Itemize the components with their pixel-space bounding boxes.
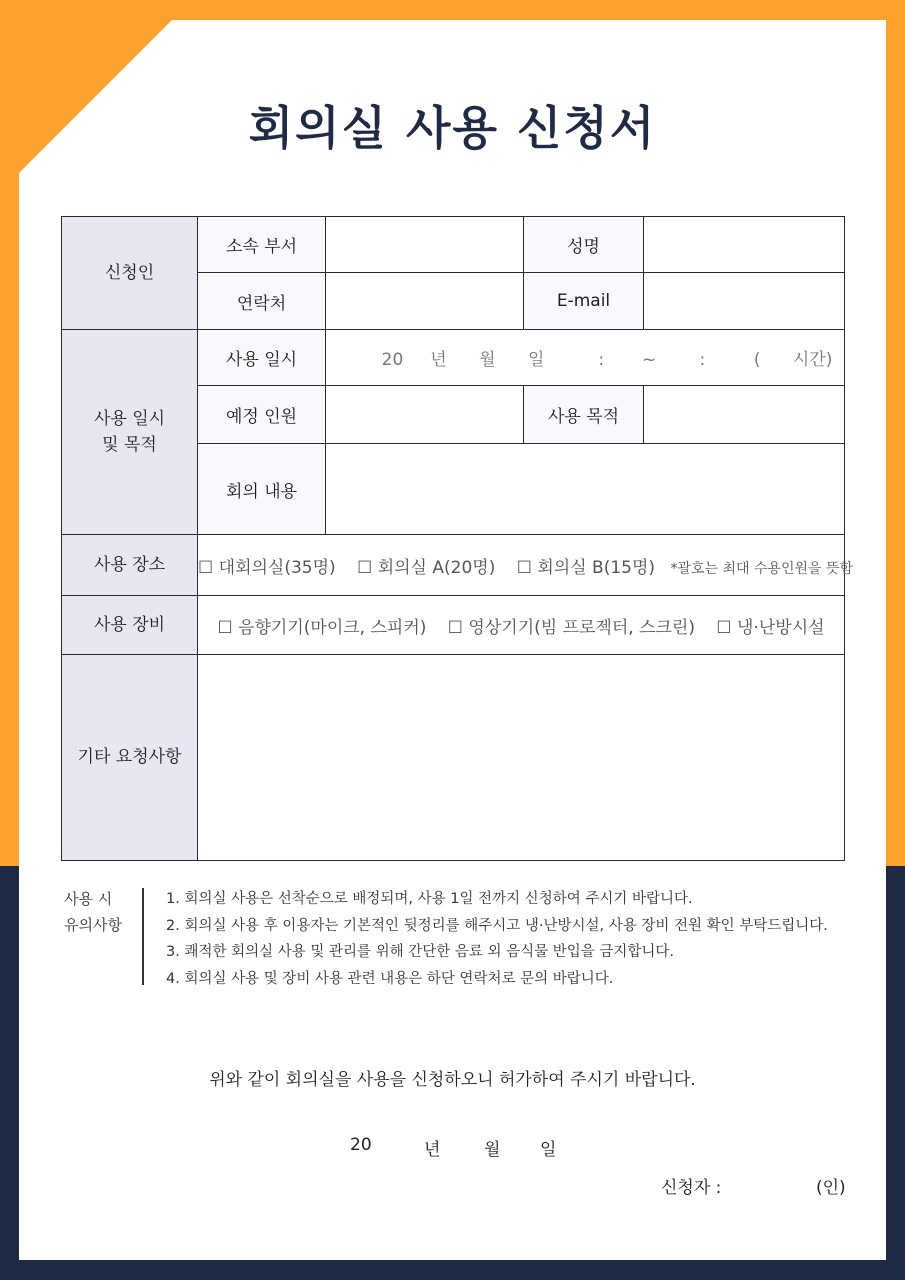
- date-year-prefix: 20: [350, 1135, 372, 1155]
- usage-section-label: [62, 330, 198, 535]
- location-option-large-room[interactable]: ☐ 대회의실(35명): [198, 557, 336, 578]
- location-option-room-b[interactable]: ☐ 회의실 B(15명): [516, 557, 656, 578]
- other-requests-label: 기타 요청사항: [62, 655, 198, 861]
- usage-section-label-line2: 및 목적: [102, 435, 157, 455]
- attendees-field[interactable]: [326, 386, 524, 444]
- purpose-field[interactable]: [644, 386, 845, 444]
- email-label: E-mail: [524, 273, 644, 330]
- notice-label-line2: 유의사항: [64, 916, 122, 934]
- email-field[interactable]: [644, 273, 845, 330]
- notice-label-line1: 사용 시: [64, 890, 113, 908]
- purpose-label: 사용 목적: [524, 386, 644, 444]
- location-option-room-a[interactable]: ☐ 회의실 A(20명): [357, 557, 496, 578]
- notice-list: [166, 886, 828, 992]
- other-requests-field[interactable]: [198, 655, 845, 861]
- page-title: 회의실 사용 신청서: [248, 101, 657, 155]
- signature-seal: (인): [816, 1178, 846, 1198]
- datetime-label: 사용 일시: [198, 330, 326, 386]
- date-month-label: 월: [484, 1140, 501, 1160]
- datetime-field[interactable]: 20 년 월 일 : ~ : ( 시간): [326, 330, 845, 386]
- notice-item: 4. 회의실 사용 및 장비 사용 관련 내용은 하단 연락처로 문의 바랍니다.: [166, 970, 614, 987]
- equipment-option-video[interactable]: ☐ 영상기기(빔 프로젝터, 스크린): [447, 617, 695, 638]
- location-options: [198, 535, 854, 596]
- equipment-option-hvac[interactable]: ☐ 냉·난방시설: [716, 617, 825, 638]
- location-section-label: 사용 장소: [62, 535, 198, 596]
- capacity-note: *괄호는 최대 수용인원을 뜻함: [670, 560, 854, 577]
- meeting-content-label: 회의 내용: [198, 444, 326, 535]
- application-form-table: [61, 216, 854, 861]
- notice-label: [64, 886, 122, 938]
- attendees-label: 예정 인원: [198, 386, 326, 444]
- contact-label: 연락처: [198, 273, 326, 330]
- date-year-label: 년: [424, 1140, 441, 1160]
- notice-item: 2. 회의실 사용 후 이용자는 기본적인 뒷정리를 해주시고 냉·난방시설, 사용 장비 전원 확인 부탁드립니다.: [166, 917, 828, 934]
- contact-field[interactable]: [326, 273, 524, 330]
- applicant-section-label: 신청인: [62, 217, 198, 330]
- notice-divider: [142, 888, 144, 985]
- signature-label: 신청자 :: [661, 1178, 722, 1198]
- name-label: 성명: [524, 217, 644, 273]
- department-field[interactable]: [326, 217, 524, 273]
- name-field[interactable]: [644, 217, 845, 273]
- equipment-section-label: 사용 장비: [62, 596, 198, 655]
- date-day-label: 일: [540, 1140, 557, 1160]
- notice-item: 1. 회의실 사용은 선착순으로 배정되며, 사용 1일 전까지 신청하여 주시기 바랍니다.: [166, 891, 693, 907]
- equipment-option-audio[interactable]: ☐ 음향기기(마이크, 스피커): [217, 617, 427, 638]
- equipment-options: [198, 596, 845, 655]
- usage-section-label-line1: 사용 일시: [93, 408, 166, 429]
- notice-item: 3. 쾌적한 회의실 사용 및 관리를 위해 간단한 음료 외 음식물 반입을 금지합니다.: [166, 944, 674, 960]
- meeting-content-field[interactable]: [326, 444, 845, 535]
- closing-statement: 위와 같이 회의실을 사용을 신청하오니 허가하여 주시기 바랍니다.: [209, 1070, 696, 1090]
- department-label: 소속 부서: [198, 217, 326, 273]
